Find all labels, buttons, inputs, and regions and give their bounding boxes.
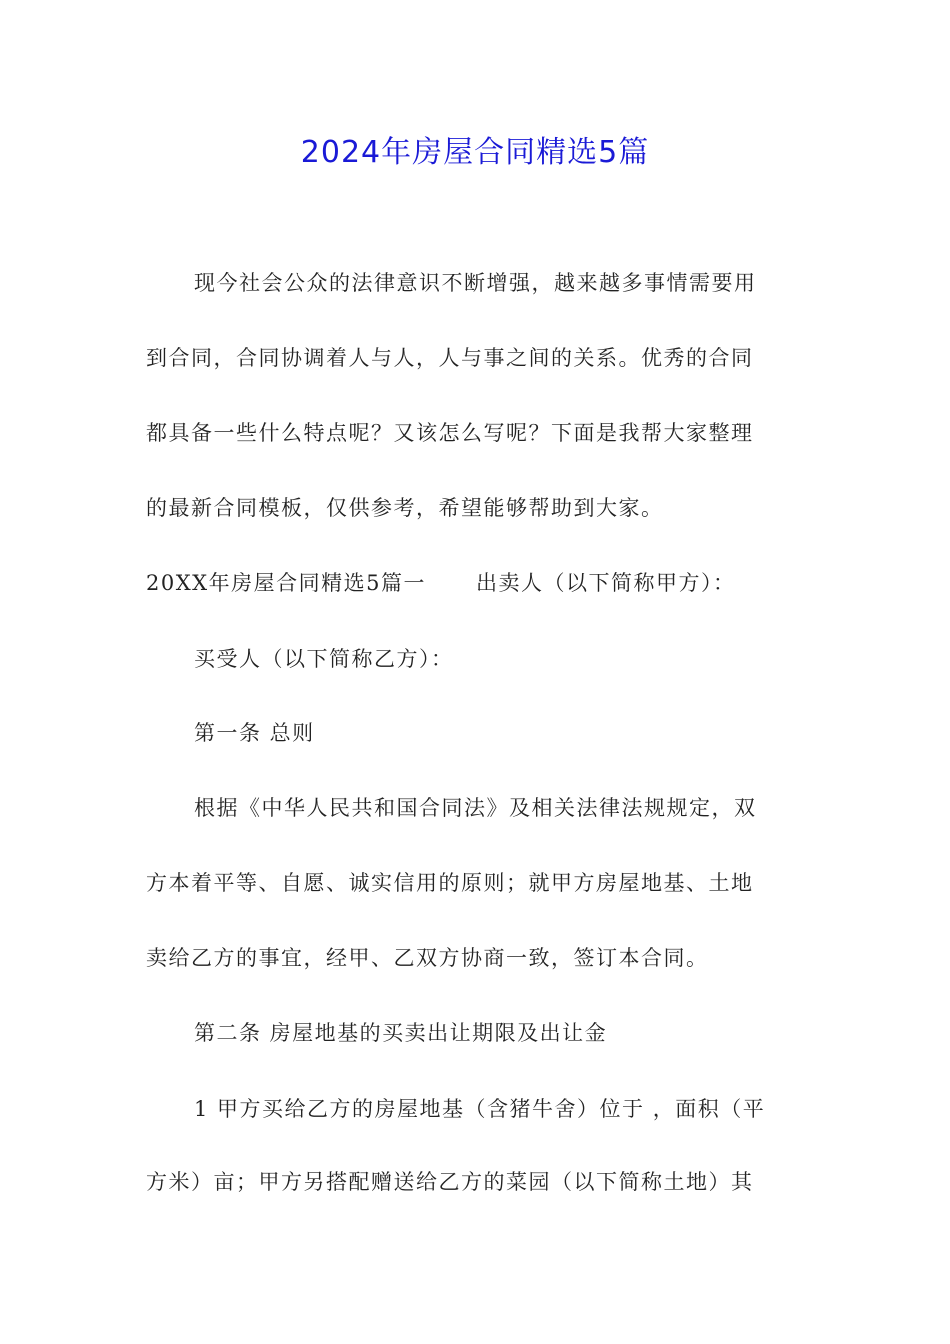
article1-heading: 第一条 总则 <box>194 721 315 745</box>
section-heading-row <box>146 568 806 598</box>
intro-line: 都具备一些什么特点呢？又该怎么写呢？下面是我帮大家整理 <box>146 421 754 445</box>
intro-line: 现今社会公众的法律意识不断增强，越来越多事情需要用 <box>194 271 757 295</box>
article2-line: 方米）亩；甲方另搭配赠送给乙方的菜园（以下简称土地）其 <box>146 1170 754 1194</box>
seller-label: 出卖人（以下简称甲方）： <box>475 571 736 595</box>
intro-line: 到合同，合同协调着人与人，人与事之间的关系。优秀的合同 <box>146 346 754 370</box>
article1-line: 卖给乙方的事宜，经甲、乙双方协商一致，签订本合同。 <box>146 946 709 970</box>
article2-heading: 第二条 房屋地基的买卖出让期限及出让金 <box>194 1021 608 1045</box>
article1-line: 根据《中华人民共和国合同法》及相关法律法规规定，双 <box>194 796 757 820</box>
buyer-label: 买受人（以下简称乙方）： <box>194 647 454 671</box>
section-heading: 20XX年房屋合同精选5篇一 <box>146 571 426 595</box>
article2-line: 1 甲方买给乙方的房屋地基（含猪牛舍）位于 ，面积（平 <box>194 1097 766 1121</box>
document-title: 2024年房屋合同精选5篇 <box>300 135 650 170</box>
article1-line: 方本着平等、自愿、诚实信用的原则；就甲方房屋地基、土地 <box>146 871 754 895</box>
intro-line: 的最新合同模板，仅供参考，希望能够帮助到大家。 <box>146 496 664 520</box>
